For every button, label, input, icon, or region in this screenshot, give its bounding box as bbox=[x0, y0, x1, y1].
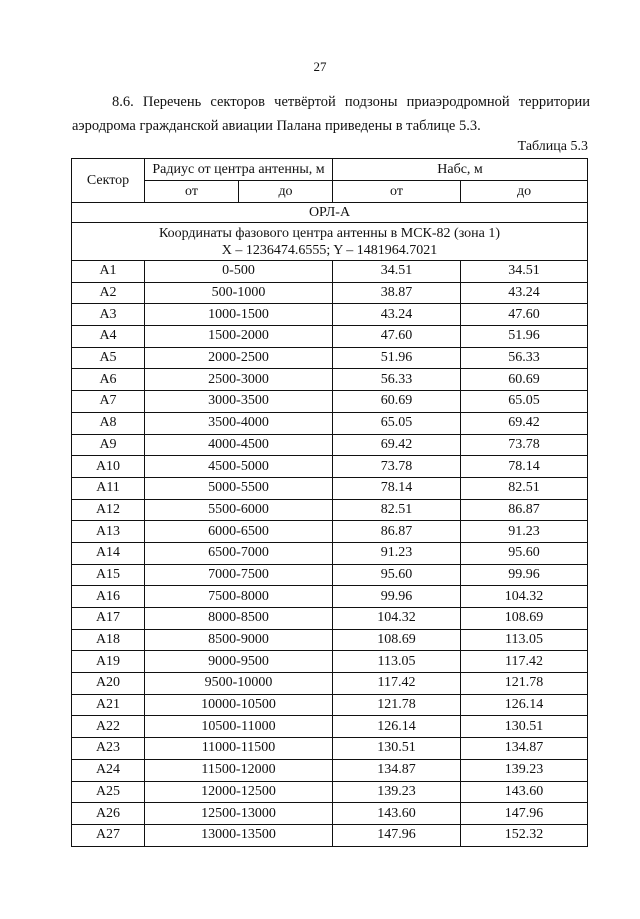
table-header-row-2 bbox=[72, 181, 588, 203]
table-row bbox=[72, 282, 588, 304]
radius-cell: 500-1000 bbox=[145, 282, 333, 304]
coordinates-row bbox=[72, 223, 588, 261]
sector-cell: А24 bbox=[72, 759, 145, 781]
table-row bbox=[72, 542, 588, 564]
habs-to-cell: 143.60 bbox=[461, 781, 588, 803]
sector-cell: А1 bbox=[72, 261, 145, 283]
habs-to-cell: 104.32 bbox=[461, 586, 588, 608]
radius-cell: 13000-13500 bbox=[145, 824, 333, 846]
table-row bbox=[72, 673, 588, 695]
sector-cell: А4 bbox=[72, 326, 145, 348]
radius-cell: 1000-1500 bbox=[145, 304, 333, 326]
habs-from-cell: 143.60 bbox=[333, 803, 461, 825]
habs-to-cell: 47.60 bbox=[461, 304, 588, 326]
radius-cell: 8500-9000 bbox=[145, 629, 333, 651]
habs-to-cell: 134.87 bbox=[461, 738, 588, 760]
radius-cell: 6000-6500 bbox=[145, 521, 333, 543]
sector-cell: А18 bbox=[72, 629, 145, 651]
table-header-row-1 bbox=[72, 159, 588, 181]
sector-cell: А20 bbox=[72, 673, 145, 695]
habs-from-cell: 99.96 bbox=[333, 586, 461, 608]
habs-to-cell: 34.51 bbox=[461, 261, 588, 283]
habs-from-cell: 91.23 bbox=[333, 542, 461, 564]
table-row bbox=[72, 456, 588, 478]
radius-cell: 7000-7500 bbox=[145, 564, 333, 586]
habs-from-cell: 134.87 bbox=[333, 759, 461, 781]
table-row bbox=[72, 803, 588, 825]
habs-to-cell: 65.05 bbox=[461, 391, 588, 413]
sector-cell: А17 bbox=[72, 608, 145, 630]
habs-to-cell: 43.24 bbox=[461, 282, 588, 304]
habs-to-cell: 126.14 bbox=[461, 694, 588, 716]
radius-cell: 12000-12500 bbox=[145, 781, 333, 803]
intro-paragraph-line-2: аэродрома гражданской авиации Палана приведены в таблице 5.3. bbox=[72, 118, 481, 134]
sector-cell: А7 bbox=[72, 391, 145, 413]
radius-cell: 4500-5000 bbox=[145, 456, 333, 478]
habs-from-cell: 34.51 bbox=[333, 261, 461, 283]
table-row bbox=[72, 261, 588, 283]
habs-to-cell: 56.33 bbox=[461, 347, 588, 369]
habs-from-cell: 139.23 bbox=[333, 781, 461, 803]
table-row bbox=[72, 824, 588, 846]
header-radius-to: до bbox=[239, 181, 333, 203]
header-habs: Набс, м bbox=[333, 159, 588, 181]
table-row bbox=[72, 304, 588, 326]
habs-to-cell: 69.42 bbox=[461, 412, 588, 434]
habs-to-cell: 147.96 bbox=[461, 803, 588, 825]
habs-to-cell: 117.42 bbox=[461, 651, 588, 673]
radius-cell: 9000-9500 bbox=[145, 651, 333, 673]
sector-cell: А11 bbox=[72, 477, 145, 499]
habs-to-cell: 113.05 bbox=[461, 629, 588, 651]
table-row bbox=[72, 434, 588, 456]
radius-cell: 3500-4000 bbox=[145, 412, 333, 434]
page-number: 27 bbox=[313, 59, 327, 74]
habs-to-cell: 51.96 bbox=[461, 326, 588, 348]
coordinates-line-1: Координаты фазового центра антенны в МСК-82 (зона 1) bbox=[158, 225, 501, 241]
sector-cell: А23 bbox=[72, 738, 145, 760]
radius-cell: 2500-3000 bbox=[145, 369, 333, 391]
radius-cell: 9500-10000 bbox=[145, 673, 333, 695]
sector-cell: А3 bbox=[72, 304, 145, 326]
sector-cell: А12 bbox=[72, 499, 145, 521]
table-row bbox=[72, 608, 588, 630]
habs-to-cell: 82.51 bbox=[461, 477, 588, 499]
radius-cell: 2000-2500 bbox=[145, 347, 333, 369]
habs-from-cell: 108.69 bbox=[333, 629, 461, 651]
radius-cell: 4000-4500 bbox=[145, 434, 333, 456]
sector-cell: А9 bbox=[72, 434, 145, 456]
radius-cell: 0-500 bbox=[145, 261, 333, 283]
habs-from-cell: 117.42 bbox=[333, 673, 461, 695]
intro-paragraph-line-1: 8.6. Перечень секторов четвёртой подзоны приаэродромной территории bbox=[112, 94, 590, 110]
radius-cell: 5000-5500 bbox=[145, 477, 333, 499]
sector-cell: А14 bbox=[72, 542, 145, 564]
sector-cell: А26 bbox=[72, 803, 145, 825]
radius-cell: 11500-12000 bbox=[145, 759, 333, 781]
habs-from-cell: 60.69 bbox=[333, 391, 461, 413]
table-row bbox=[72, 564, 588, 586]
table-row bbox=[72, 369, 588, 391]
habs-from-cell: 95.60 bbox=[333, 564, 461, 586]
sector-cell: А27 bbox=[72, 824, 145, 846]
table-row bbox=[72, 759, 588, 781]
sector-cell: А6 bbox=[72, 369, 145, 391]
habs-from-cell: 126.14 bbox=[333, 716, 461, 738]
sector-cell: А25 bbox=[72, 781, 145, 803]
radius-cell: 7500-8000 bbox=[145, 586, 333, 608]
coordinates-cell bbox=[72, 223, 588, 261]
header-radius: Радиус от центра антенны, м bbox=[145, 159, 333, 181]
habs-from-cell: 104.32 bbox=[333, 608, 461, 630]
habs-to-cell: 130.51 bbox=[461, 716, 588, 738]
habs-from-cell: 56.33 bbox=[333, 369, 461, 391]
sector-cell: А13 bbox=[72, 521, 145, 543]
habs-to-cell: 152.32 bbox=[461, 824, 588, 846]
radius-cell: 11000-11500 bbox=[145, 738, 333, 760]
habs-from-cell: 65.05 bbox=[333, 412, 461, 434]
table-row bbox=[72, 781, 588, 803]
habs-from-cell: 86.87 bbox=[333, 521, 461, 543]
table-row bbox=[72, 391, 588, 413]
section-title-row bbox=[72, 203, 588, 223]
sector-cell: А2 bbox=[72, 282, 145, 304]
header-habs-from: от bbox=[333, 181, 461, 203]
table-caption: Таблица 5.3 bbox=[517, 139, 588, 154]
habs-to-cell: 73.78 bbox=[461, 434, 588, 456]
habs-from-cell: 73.78 bbox=[333, 456, 461, 478]
habs-from-cell: 147.96 bbox=[333, 824, 461, 846]
habs-from-cell: 113.05 bbox=[333, 651, 461, 673]
habs-to-cell: 139.23 bbox=[461, 759, 588, 781]
table-row bbox=[72, 477, 588, 499]
sector-cell: А5 bbox=[72, 347, 145, 369]
habs-to-cell: 99.96 bbox=[461, 564, 588, 586]
habs-to-cell: 78.14 bbox=[461, 456, 588, 478]
radius-cell: 10000-10500 bbox=[145, 694, 333, 716]
table-row bbox=[72, 694, 588, 716]
radius-cell: 3000-3500 bbox=[145, 391, 333, 413]
radius-cell: 12500-13000 bbox=[145, 803, 333, 825]
sector-cell: А16 bbox=[72, 586, 145, 608]
habs-from-cell: 82.51 bbox=[333, 499, 461, 521]
radius-cell: 8000-8500 bbox=[145, 608, 333, 630]
sector-cell: А8 bbox=[72, 412, 145, 434]
intro-paragraph bbox=[72, 90, 590, 138]
table-row bbox=[72, 629, 588, 651]
radius-cell: 6500-7000 bbox=[145, 542, 333, 564]
radius-cell: 10500-11000 bbox=[145, 716, 333, 738]
habs-to-cell: 91.23 bbox=[461, 521, 588, 543]
habs-from-cell: 47.60 bbox=[333, 326, 461, 348]
habs-to-cell: 60.69 bbox=[461, 369, 588, 391]
habs-to-cell: 108.69 bbox=[461, 608, 588, 630]
habs-from-cell: 43.24 bbox=[333, 304, 461, 326]
habs-from-cell: 38.87 bbox=[333, 282, 461, 304]
table-row bbox=[72, 716, 588, 738]
habs-from-cell: 78.14 bbox=[333, 477, 461, 499]
habs-from-cell: 51.96 bbox=[333, 347, 461, 369]
habs-from-cell: 69.42 bbox=[333, 434, 461, 456]
table-row bbox=[72, 586, 588, 608]
table-row bbox=[72, 499, 588, 521]
sector-cell: А22 bbox=[72, 716, 145, 738]
table-row bbox=[72, 347, 588, 369]
radius-cell: 1500-2000 bbox=[145, 326, 333, 348]
sector-cell: А10 bbox=[72, 456, 145, 478]
radius-cell: 5500-6000 bbox=[145, 499, 333, 521]
sector-cell: А19 bbox=[72, 651, 145, 673]
habs-from-cell: 121.78 bbox=[333, 694, 461, 716]
sectors-table bbox=[71, 158, 588, 847]
header-habs-to: до bbox=[461, 181, 588, 203]
section-title: ОРЛ-А bbox=[72, 203, 588, 223]
habs-to-cell: 121.78 bbox=[461, 673, 588, 695]
table-row bbox=[72, 651, 588, 673]
header-sector: Сектор bbox=[72, 159, 145, 203]
habs-from-cell: 130.51 bbox=[333, 738, 461, 760]
table-row bbox=[72, 412, 588, 434]
sector-cell: А15 bbox=[72, 564, 145, 586]
habs-to-cell: 95.60 bbox=[461, 542, 588, 564]
table-row bbox=[72, 738, 588, 760]
sector-cell: А21 bbox=[72, 694, 145, 716]
coordinates-line-2: X – 1236474.6555; Y – 1481964.7021 bbox=[221, 242, 438, 258]
habs-to-cell: 86.87 bbox=[461, 499, 588, 521]
table-row bbox=[72, 521, 588, 543]
table-row bbox=[72, 326, 588, 348]
header-radius-from: от bbox=[145, 181, 239, 203]
